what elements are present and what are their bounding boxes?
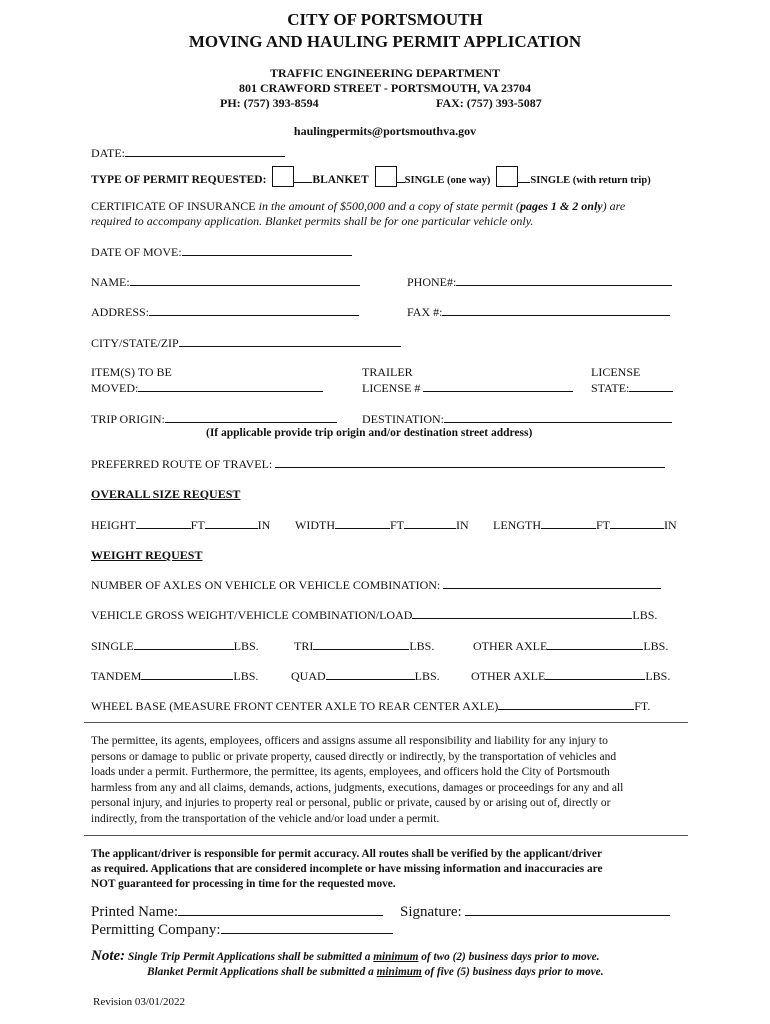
liability-line: persons or damage to public or private property, caused directly or indirectly, by the transportation of vehicles and	[91, 750, 617, 763]
insurance-mid: in the amount of $500,000 and a copy of state permit (	[255, 199, 520, 213]
preferred-route-label: PREFERRED ROUTE OF TRAVEL:	[91, 457, 273, 471]
height-in-unit: IN	[257, 518, 271, 532]
insurance-tail: ) are	[602, 199, 626, 213]
responsibility-paragraph	[91, 847, 681, 892]
preferred-route-field[interactable]	[275, 456, 665, 468]
signature-row	[400, 902, 670, 921]
name-row	[91, 274, 360, 290]
other-axle-unit-1: LBS.	[643, 639, 669, 653]
license-state-label-line2: STATE:	[591, 381, 630, 395]
gross-weight-row	[91, 607, 657, 623]
divider	[397, 172, 405, 183]
department-phone: PH: (757) 393-8594	[220, 96, 319, 110]
tandem-axle-field[interactable]	[141, 668, 233, 680]
trailer-label-line1: TRAILER	[362, 365, 413, 379]
gross-weight-label: VEHICLE GROSS WEIGHT/VEHICLE COMBINATION/LOAD	[91, 608, 413, 622]
note-line-2	[147, 966, 604, 978]
city-state-zip-row	[91, 335, 401, 351]
destination-field[interactable]	[444, 411, 672, 423]
permitting-company-field[interactable]	[221, 920, 393, 934]
department-address: 801 CRAWFORD STREET - PORTSMOUTH, VA 23704	[239, 81, 531, 95]
trip-origin-row	[91, 411, 337, 427]
overall-size-heading: OVERALL SIZE REQUEST	[91, 487, 241, 501]
items-row	[91, 380, 323, 396]
printed-name-row	[91, 902, 383, 921]
fax-field[interactable]	[442, 304, 670, 316]
department-name: TRAFFIC ENGINEERING DEPARTMENT	[269, 66, 501, 80]
items-label-line2: MOVED:	[91, 381, 139, 395]
responsibility-line: as required. Applications that are considered incomplete or have missing information and inaccuracies are	[91, 863, 603, 875]
section-divider	[84, 722, 688, 723]
tandem-axle-unit: LBS.	[233, 669, 259, 683]
insurance-line-1	[91, 199, 625, 214]
gross-weight-unit: LBS.	[632, 608, 658, 622]
tandem-axle-row	[91, 668, 258, 684]
liability-line: The permittee, its agents, employees, officers and assigns assume all responsibility and liability for any injury to	[91, 735, 608, 747]
weight-request-heading: WEIGHT REQUEST	[91, 548, 203, 562]
wheel-base-field[interactable]	[498, 698, 634, 710]
length-ft-unit: FT	[596, 518, 611, 532]
width-in-unit: IN	[456, 518, 469, 532]
license-state-label-line1: LICENSE	[591, 365, 641, 379]
single-axle-unit: LBS.	[233, 639, 259, 653]
tri-axle-label: TRI	[294, 639, 314, 653]
items-label-line1: ITEM(S) TO BE	[91, 365, 172, 379]
other-axle-unit-2: LBS.	[645, 669, 671, 683]
phone-field[interactable]	[456, 274, 672, 286]
phone-label: PHONE#:	[407, 275, 457, 289]
quad-axle-unit: LBS.	[414, 669, 440, 683]
address-label: ADDRESS:	[91, 305, 150, 319]
note-text: Blanket Permit Applications shall be submitted a	[147, 966, 377, 978]
origin-destination-note: (If applicable provide trip origin and/or destination street address)	[206, 427, 533, 439]
tri-axle-row	[294, 638, 434, 654]
length-ft-field[interactable]	[541, 517, 596, 529]
note-text: of two (2) business days prior to move.	[418, 951, 600, 963]
liability-paragraph	[91, 734, 681, 828]
responsibility-line: The applicant/driver is responsible for permit accuracy. All routes shall be verified by the applicant/driver	[91, 848, 602, 860]
signature-field[interactable]	[465, 902, 670, 916]
single-axle-row	[91, 638, 259, 654]
preferred-route-row	[91, 456, 665, 472]
permitting-company-label: Permitting Company:	[91, 922, 221, 938]
fax-row	[407, 304, 670, 320]
license-state-row	[591, 380, 673, 396]
liability-line: loads under a permit. Furthermore, the permittee, its agents, employees, and officers hold the City of Portsmouth	[91, 766, 610, 779]
date-of-move-label: DATE OF MOVE:	[91, 245, 182, 259]
height-ft-field[interactable]	[136, 517, 191, 529]
phone-row	[407, 274, 672, 290]
single-return-checkbox[interactable]	[496, 166, 518, 187]
other-axle-field-1[interactable]	[547, 638, 643, 650]
liability-line: personal injury, and injuries to property real or personal, public or private, caused by or arising out of, directly or	[91, 797, 611, 810]
destination-label: DESTINATION:	[362, 412, 444, 426]
single-axle-label: SINGLE	[91, 639, 134, 653]
trip-origin-field[interactable]	[165, 411, 337, 423]
trip-origin-label: TRIP ORIGIN:	[91, 412, 165, 426]
printed-name-field[interactable]	[178, 902, 383, 916]
tri-axle-field[interactable]	[313, 638, 409, 650]
liability-line: harmless from any and all claims, demands, actions, judgments, executions, damages or proceedings for any and all	[91, 781, 624, 794]
signature-label: Signature:	[400, 904, 462, 920]
section-divider	[84, 835, 688, 836]
length-in-unit: IN	[664, 518, 677, 532]
city-state-zip-field[interactable]	[179, 335, 401, 347]
date-of-move-row	[91, 244, 352, 260]
height-in-field[interactable]	[205, 517, 258, 529]
wheel-base-unit: FT.	[634, 699, 651, 713]
height-ft-unit: FT	[190, 518, 205, 532]
wheel-base-row	[91, 698, 650, 714]
city-state-zip-label: CITY/STATE/ZIP	[91, 336, 179, 350]
height-row	[91, 517, 270, 533]
department-email[interactable]: haulingpermits@portsmouthva.gov	[293, 124, 477, 138]
address-row	[91, 304, 359, 320]
length-in-field[interactable]	[610, 517, 664, 529]
other-axle-row-2	[471, 668, 670, 684]
printed-name-label: Printed Name:	[91, 904, 179, 920]
width-ft-unit: FT	[389, 518, 404, 532]
note-minimum: minimum	[376, 966, 422, 978]
divider	[518, 172, 530, 183]
height-label: HEIGHT	[91, 518, 136, 532]
blanket-checkbox[interactable]	[272, 166, 294, 187]
destination-row	[362, 411, 672, 427]
axles-label: NUMBER OF AXLES ON VEHICLE OR VEHICLE COMBINATION:	[91, 578, 441, 592]
items-field[interactable]	[138, 380, 323, 392]
department-fax: FAX: (757) 393-5087	[436, 96, 542, 110]
permit-type-row	[91, 166, 651, 187]
wheel-base-label: WHEEL BASE (MEASURE FRONT CENTER AXLE TO REAR CENTER AXLE)	[91, 699, 499, 713]
quad-axle-label: QUAD	[291, 669, 326, 683]
gross-weight-field[interactable]	[412, 607, 632, 619]
liability-line: indirectly, from the transportation of the vehicle and/or load under a permit.	[91, 812, 440, 825]
permit-type-label: TYPE OF PERMIT REQUESTED:	[91, 174, 267, 186]
permitting-company-row	[91, 920, 393, 939]
width-in-field[interactable]	[404, 517, 456, 529]
other-axle-label-1: OTHER AXLE	[473, 639, 548, 653]
quad-axle-row	[291, 668, 440, 684]
date-label: DATE:	[91, 146, 125, 160]
blanket-label: BLANKET	[312, 174, 369, 186]
license-state-field[interactable]	[629, 380, 673, 392]
width-row	[295, 517, 469, 533]
single-one-way-checkbox[interactable]	[375, 166, 397, 187]
trailer-license-field[interactable]	[423, 380, 573, 392]
length-label: LENGTH	[493, 518, 541, 532]
fax-label: FAX #:	[407, 305, 443, 319]
revision-date: Revision 03/01/2022	[93, 996, 185, 1008]
date-field[interactable]	[125, 145, 285, 157]
trailer-row	[362, 380, 573, 396]
width-ft-field[interactable]	[335, 517, 390, 529]
other-axle-label-2: OTHER AXLE	[471, 669, 546, 683]
single-one-way-label: SINGLE (one way)	[404, 175, 491, 186]
divider	[294, 172, 312, 183]
date-row	[91, 145, 285, 161]
other-axle-row-1	[473, 638, 668, 654]
other-axle-field-2[interactable]	[545, 668, 645, 680]
axles-row	[91, 577, 661, 593]
insurance-line-2: required to accompany application. Blanket permits shall be for one particular vehicle only.	[91, 214, 534, 228]
axles-field[interactable]	[443, 577, 661, 589]
date-of-move-field[interactable]	[182, 244, 352, 256]
quad-axle-field[interactable]	[326, 668, 415, 680]
insurance-lead: CERTIFICATE OF INSURANCE	[91, 199, 256, 213]
note-minimum: minimum	[373, 951, 419, 963]
single-axle-field[interactable]	[134, 638, 234, 650]
address-field[interactable]	[149, 304, 359, 316]
trailer-label-line2: LICENSE #	[362, 381, 421, 395]
insurance-pages: pages 1 & 2 only	[519, 199, 603, 213]
note-text: of five (5) business days prior to move.	[421, 966, 604, 978]
width-label: WIDTH	[295, 518, 335, 532]
responsibility-line: NOT guaranteed for processing in time for the requested move.	[91, 878, 396, 890]
note-text: Single Trip Permit Applications shall be submitted a	[127, 951, 374, 963]
tandem-axle-label: TANDEM	[91, 669, 142, 683]
note-line-1	[91, 948, 600, 965]
single-return-label: SINGLE (with return trip)	[530, 175, 651, 186]
name-field[interactable]	[130, 274, 360, 286]
form-subtitle: MOVING AND HAULING PERMIT APPLICATION	[188, 32, 582, 51]
name-label: NAME:	[91, 275, 130, 289]
note-label: Note:	[91, 948, 126, 964]
tri-axle-unit: LBS.	[409, 639, 435, 653]
form-title: CITY OF PORTSMOUTH	[287, 10, 483, 29]
length-row	[493, 517, 677, 533]
